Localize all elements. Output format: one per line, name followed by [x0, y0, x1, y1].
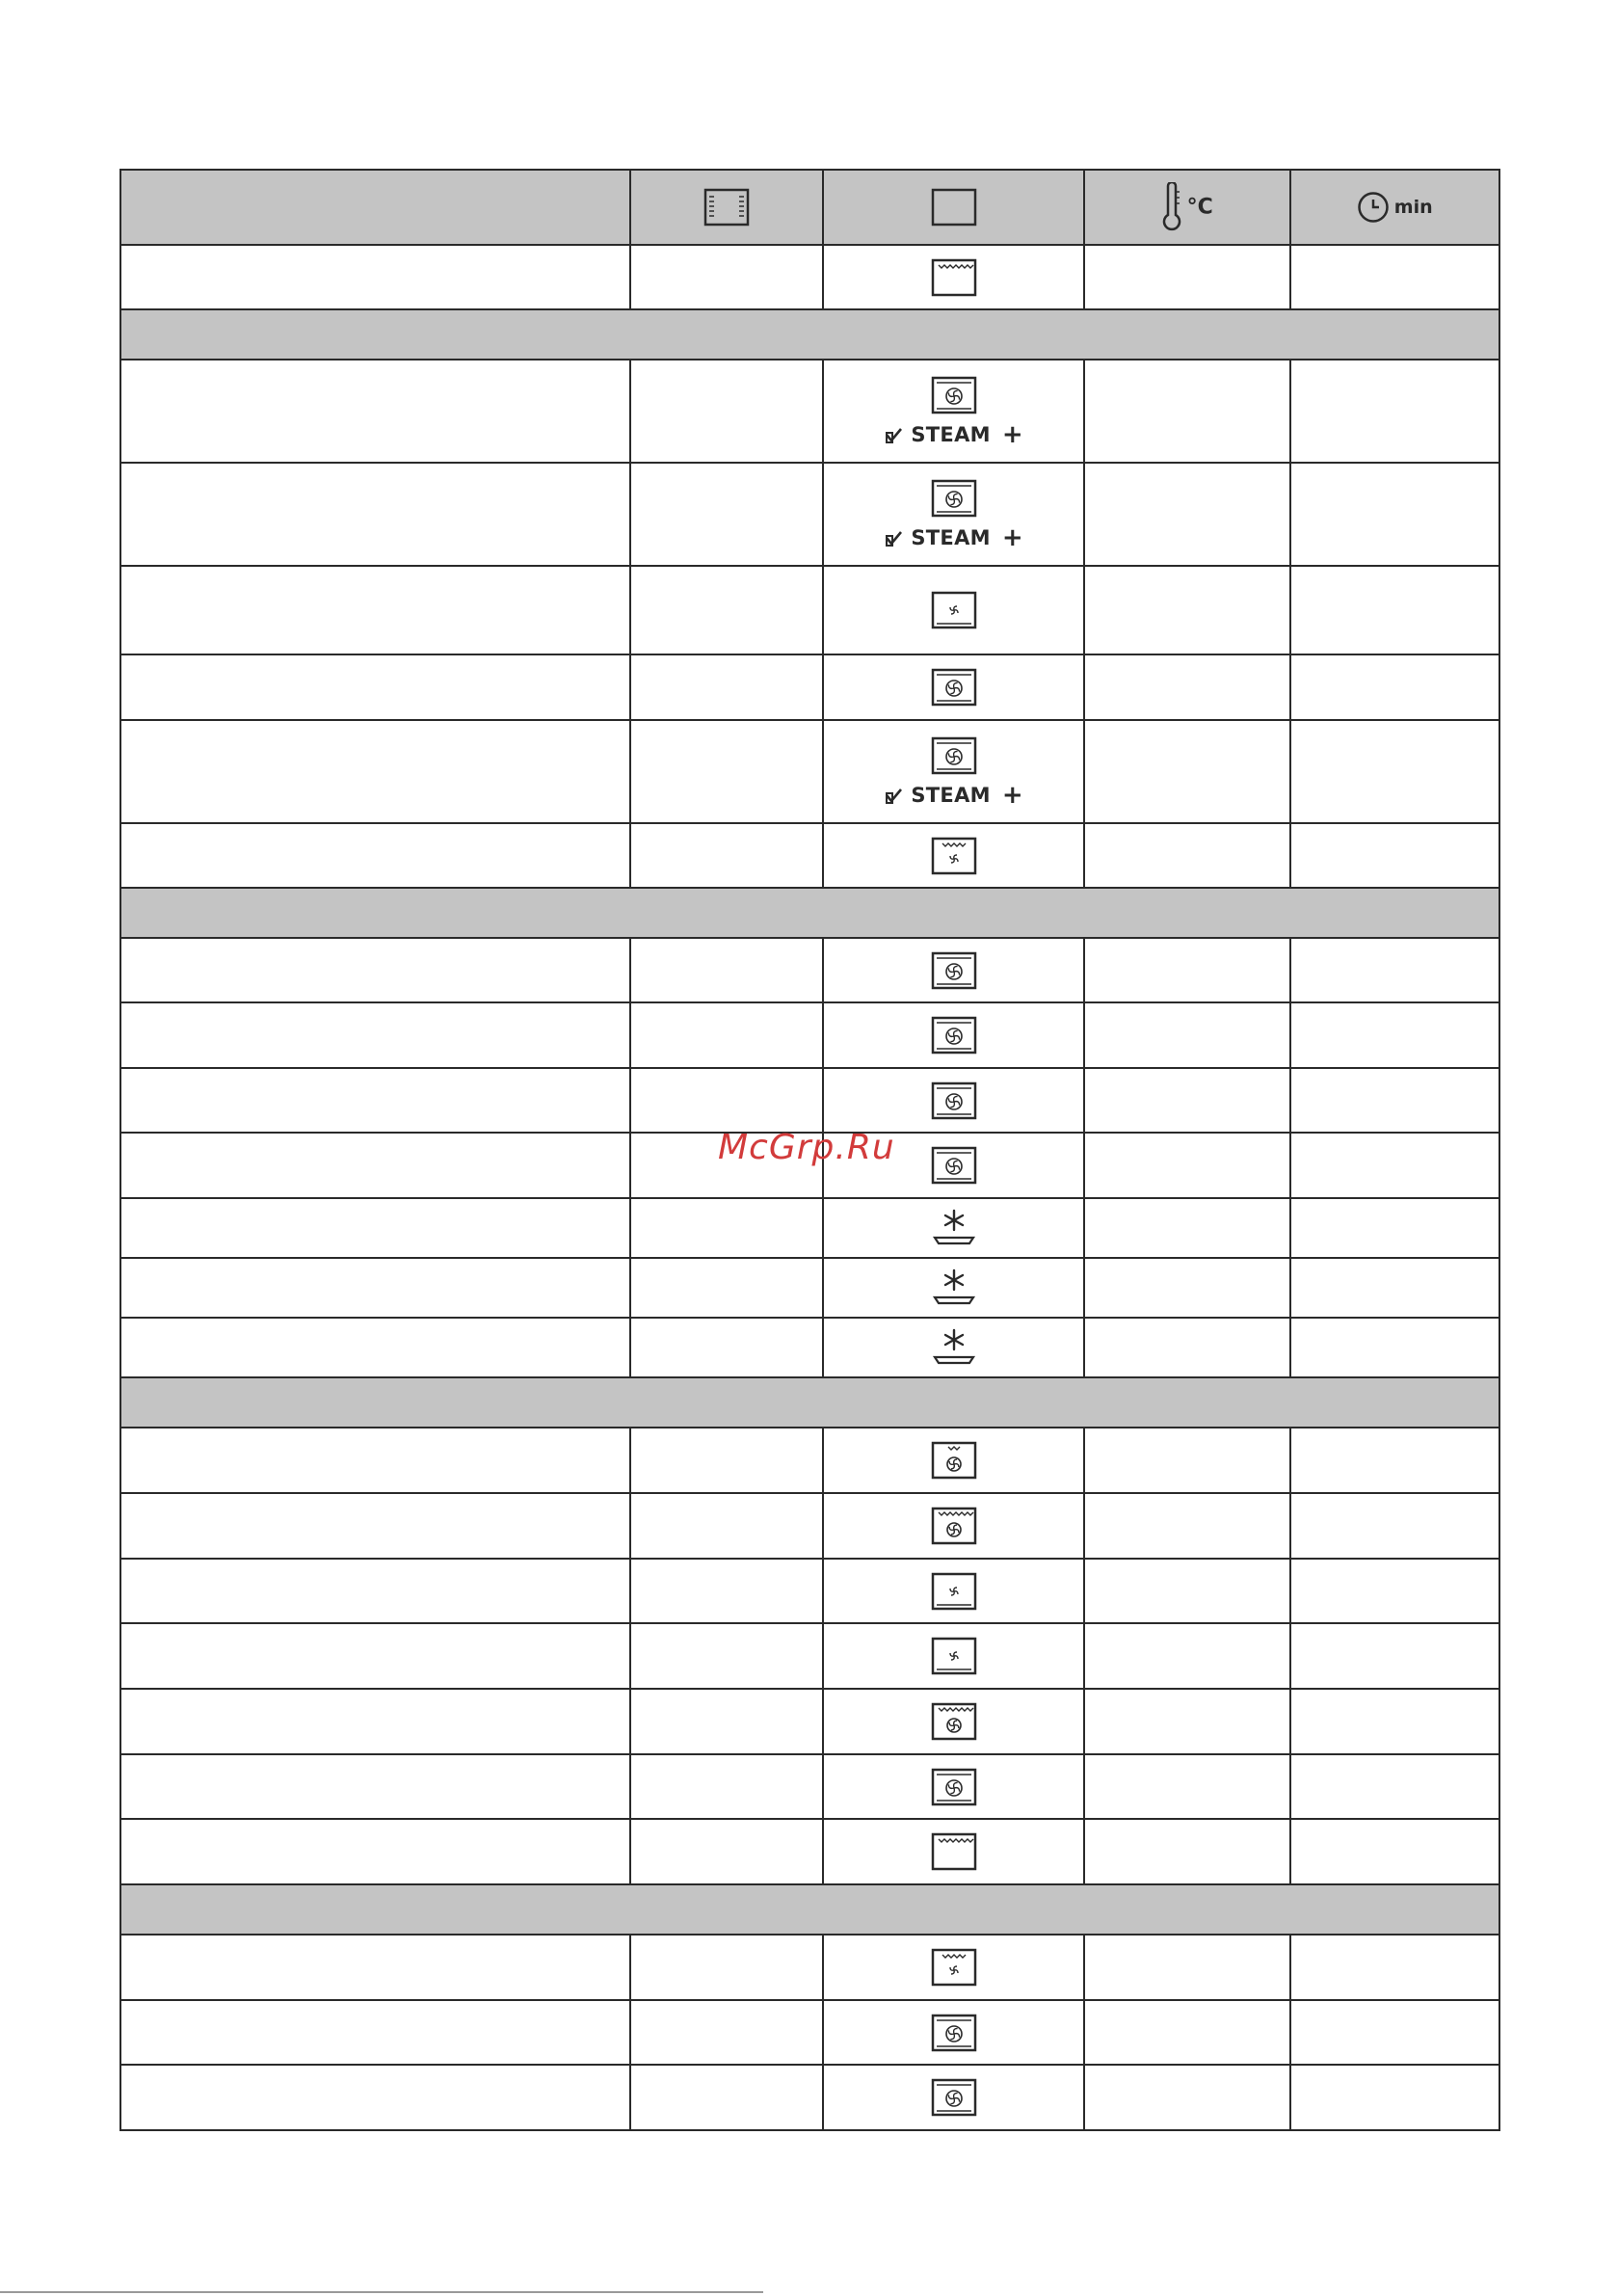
temperature-cell — [1084, 2065, 1290, 2130]
function-cell — [823, 1623, 1084, 1689]
time-cell — [1290, 823, 1499, 888]
temperature-cell — [1084, 1819, 1290, 1884]
watermark: McGrp.Ru — [718, 1128, 895, 1167]
temperature-cell — [1084, 360, 1290, 463]
shelf-cell — [630, 463, 823, 566]
shelf-cell — [630, 1623, 823, 1689]
time-cell — [1290, 1002, 1499, 1068]
temperature-cell — [1084, 1133, 1290, 1198]
food-cell — [120, 1318, 630, 1377]
function-cell — [823, 2000, 1084, 2065]
time-cell — [1290, 1935, 1499, 2000]
section-header-row — [120, 309, 1499, 360]
food-cell — [120, 1819, 630, 1884]
section-header-row — [120, 888, 1499, 938]
time-cell — [1290, 2065, 1499, 2130]
turbo-grill-icon — [824, 837, 1083, 875]
temperature-unit: °C — [1186, 195, 1213, 220]
shelf-cell — [630, 2065, 823, 2130]
food-cell — [120, 463, 630, 566]
shelf-cell — [630, 1428, 823, 1493]
time-cell — [1290, 463, 1499, 566]
shelf-cell — [630, 823, 823, 888]
section-header-row — [120, 1377, 1499, 1428]
shelf-cell — [630, 1559, 823, 1623]
function-cell — [823, 566, 1084, 654]
table-row — [120, 1493, 1499, 1559]
shelf-cell — [630, 2000, 823, 2065]
time-cell — [1290, 1198, 1499, 1258]
table-row — [120, 463, 1499, 566]
food-cell — [120, 245, 630, 309]
food-cell — [120, 1133, 630, 1198]
turbo-grill-icon — [824, 1948, 1083, 1987]
fan-heating-icon — [824, 1081, 1083, 1120]
table-row — [120, 2000, 1499, 2065]
function-cell — [823, 1258, 1084, 1318]
food-cell — [120, 654, 630, 720]
time-cell — [1290, 938, 1499, 1002]
full-grill-fan-icon — [824, 1702, 1083, 1741]
pizza-setting-icon — [824, 591, 1083, 629]
temperature-cell — [1084, 2000, 1290, 2065]
shelf-cell — [630, 1198, 823, 1258]
grill-fan-icon — [824, 1441, 1083, 1480]
shelf-cell — [630, 1002, 823, 1068]
function-cell — [823, 245, 1084, 309]
shelf-cell — [630, 360, 823, 463]
fan-heating-icon — [824, 2078, 1083, 2117]
function-cell — [823, 823, 1084, 888]
header-shelf-column — [630, 170, 823, 245]
shelf-cell — [630, 1935, 823, 2000]
function-cell — [823, 360, 1084, 463]
shelf-cell — [630, 245, 823, 309]
food-cell — [120, 1689, 630, 1754]
table-row — [120, 1258, 1499, 1318]
time-cell — [1290, 1428, 1499, 1493]
steam-hand-icon — [884, 425, 905, 444]
temperature-cell — [1084, 1493, 1290, 1559]
function-cell — [823, 1318, 1084, 1377]
plus-icon: + — [1001, 522, 1023, 552]
table-row — [120, 1754, 1499, 1819]
temperature-cell — [1084, 720, 1290, 823]
shelf-cell — [630, 1819, 823, 1884]
header-row — [120, 170, 1499, 245]
food-cell — [120, 1198, 630, 1258]
time-cell — [1290, 2000, 1499, 2065]
temperature-cell — [1084, 1198, 1290, 1258]
table-row — [120, 823, 1499, 888]
table-row — [120, 654, 1499, 720]
footer-line — [0, 2291, 763, 2293]
thermometer-icon — [1161, 182, 1182, 232]
food-cell — [120, 938, 630, 1002]
header-food-column — [120, 170, 630, 245]
time-cell — [1290, 566, 1499, 654]
shelf-cell — [630, 654, 823, 720]
table-row — [120, 1689, 1499, 1754]
function-cell — [823, 1754, 1084, 1819]
plus-icon: + — [1001, 780, 1023, 810]
table-row — [120, 1318, 1499, 1377]
table-row — [120, 938, 1499, 1002]
function-cell — [823, 1198, 1084, 1258]
shelf-cell — [630, 1318, 823, 1377]
time-cell — [1290, 1068, 1499, 1133]
table-row — [120, 1002, 1499, 1068]
section-header-cell — [120, 1377, 1499, 1428]
shelf-cell — [630, 1754, 823, 1819]
pizza-setting-icon — [824, 1637, 1083, 1675]
time-cell — [1290, 1258, 1499, 1318]
time-cell — [1290, 1493, 1499, 1559]
steam-hand-icon — [884, 786, 905, 805]
oven-function-icon — [931, 188, 977, 227]
function-cell — [823, 1068, 1084, 1133]
food-cell — [120, 1935, 630, 2000]
steam-plus-indicator — [824, 419, 1083, 449]
top-heat-icon — [824, 258, 1083, 297]
time-cell — [1290, 360, 1499, 463]
pizza-setting-icon — [824, 1572, 1083, 1611]
header-temperature-column — [1084, 170, 1290, 245]
temperature-cell — [1084, 1935, 1290, 2000]
steam-label: STEAM — [911, 525, 991, 549]
function-cell — [823, 1002, 1084, 1068]
time-cell — [1290, 1318, 1499, 1377]
table-row — [120, 1198, 1499, 1258]
shelf-cell — [630, 1068, 823, 1133]
food-cell — [120, 1754, 630, 1819]
temperature-cell — [1084, 1258, 1290, 1318]
fan-heating-icon — [824, 668, 1083, 707]
table-row — [120, 2065, 1499, 2130]
temperature-cell — [1084, 938, 1290, 1002]
food-cell — [120, 2000, 630, 2065]
time-cell — [1290, 1133, 1499, 1198]
time-cell — [1290, 1689, 1499, 1754]
header-function-column — [823, 170, 1084, 245]
function-cell — [823, 720, 1084, 823]
temperature-cell — [1084, 245, 1290, 309]
table-row — [120, 1623, 1499, 1689]
time-cell — [1290, 1819, 1499, 1884]
steam-plus-indicator — [824, 522, 1083, 552]
steam-label: STEAM — [911, 783, 991, 807]
time-cell — [1290, 1623, 1499, 1689]
shelf-cell — [630, 938, 823, 1002]
plus-icon: + — [1001, 419, 1023, 449]
fan-heating-icon — [824, 2014, 1083, 2052]
shelf-cell — [630, 566, 823, 654]
section-header-cell — [120, 309, 1499, 360]
table-row — [120, 1935, 1499, 2000]
steam-label: STEAM — [911, 422, 991, 446]
temperature-cell — [1084, 1689, 1290, 1754]
section-header-cell — [120, 888, 1499, 938]
steam-hand-icon — [884, 528, 905, 547]
temperature-cell — [1084, 1754, 1290, 1819]
shelf-cell — [630, 1493, 823, 1559]
function-cell — [823, 1493, 1084, 1559]
food-cell — [120, 2065, 630, 2130]
table-row — [120, 1068, 1499, 1133]
food-cell — [120, 1493, 630, 1559]
time-cell — [1290, 1559, 1499, 1623]
temperature-cell — [1084, 1623, 1290, 1689]
header-time-column — [1290, 170, 1499, 245]
function-cell — [823, 2065, 1084, 2130]
time-cell — [1290, 1754, 1499, 1819]
temperature-cell — [1084, 1559, 1290, 1623]
function-cell — [823, 1819, 1084, 1884]
food-cell — [120, 823, 630, 888]
food-cell — [120, 1428, 630, 1493]
fan-heating-icon — [824, 479, 1083, 518]
food-cell — [120, 566, 630, 654]
temperature-cell — [1084, 1068, 1290, 1133]
food-cell — [120, 1623, 630, 1689]
section-header-row — [120, 1884, 1499, 1935]
food-cell — [120, 360, 630, 463]
shelf-cell — [630, 1258, 823, 1318]
steam-plus-indicator — [824, 780, 1083, 810]
time-cell — [1290, 245, 1499, 309]
food-cell — [120, 1559, 630, 1623]
table-row — [120, 245, 1499, 309]
function-cell — [823, 938, 1084, 1002]
function-cell — [823, 1428, 1084, 1493]
function-cell — [823, 463, 1084, 566]
temperature-cell — [1084, 1318, 1290, 1377]
food-cell — [120, 1068, 630, 1133]
defrost-icon — [824, 1326, 1083, 1369]
defrost-icon — [824, 1267, 1083, 1309]
fan-heating-icon — [824, 376, 1083, 414]
table-row — [120, 566, 1499, 654]
top-heat-icon — [824, 1832, 1083, 1871]
fan-heating-icon — [824, 1016, 1083, 1055]
food-cell — [120, 1258, 630, 1318]
function-cell — [823, 1689, 1084, 1754]
fan-heating-icon — [824, 736, 1083, 775]
shelf-cell — [630, 1689, 823, 1754]
section-header-cell — [120, 1884, 1499, 1935]
food-cell — [120, 1002, 630, 1068]
temperature-cell — [1084, 823, 1290, 888]
time-cell — [1290, 654, 1499, 720]
function-cell — [823, 1935, 1084, 2000]
table-body — [120, 245, 1499, 2130]
full-grill-fan-icon — [824, 1507, 1083, 1545]
temperature-cell — [1084, 1428, 1290, 1493]
shelf-cell — [630, 720, 823, 823]
function-cell — [823, 654, 1084, 720]
table-row — [120, 1428, 1499, 1493]
food-cell — [120, 720, 630, 823]
temperature-cell — [1084, 654, 1290, 720]
fan-heating-icon — [824, 951, 1083, 990]
temperature-cell — [1084, 566, 1290, 654]
function-cell — [823, 1559, 1084, 1623]
temperature-cell — [1084, 463, 1290, 566]
table-row — [120, 720, 1499, 823]
time-unit: min — [1393, 197, 1433, 218]
table-row — [120, 1819, 1499, 1884]
time-cell — [1290, 720, 1499, 823]
clock-icon — [1357, 191, 1390, 224]
defrost-icon — [824, 1207, 1083, 1249]
temperature-cell — [1084, 1002, 1290, 1068]
table-row — [120, 360, 1499, 463]
shelf-position-icon — [703, 188, 750, 227]
fan-heating-icon — [824, 1768, 1083, 1806]
table-row — [120, 1559, 1499, 1623]
